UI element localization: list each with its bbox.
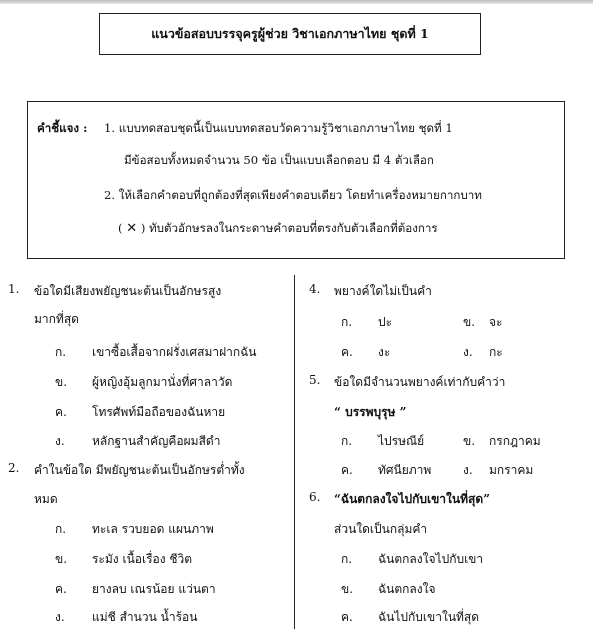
option-letter: ก. [55,522,67,536]
option-text: โทรศัพท์มือถือของฉันหาย [92,405,226,419]
option-text: ไปรษณีย์ [378,434,425,448]
option-text: เขาซื้อเสื้อจากฝรั่งเศสมาฝากฉัน [92,345,257,359]
option-letter: ข. [55,375,68,389]
option-text: ระมัง เนื้อเรื่อง ชีวิต [92,552,193,566]
question-stem: มากที่สุด [34,312,79,326]
option-letter: ก. [341,315,353,329]
option-text: กะ [489,345,503,359]
option-text: กรกฎาคม [489,434,541,448]
option-letter: ค. [55,405,67,419]
option-letter: ค. [341,610,353,624]
option-text: แม่ชี สำนวน น้ำร้อน [92,610,198,624]
option-letter: ค. [55,582,67,596]
option-text: ผู้หญิงอุ้มลูกมานั่งที่ศาลาวัด [92,375,233,389]
option-text: จะ [489,315,503,329]
option-letter: ค. [341,463,353,477]
question-number: 2. [8,461,20,475]
option-letter: ข. [463,434,476,448]
top-bar [0,0,593,4]
option-letter: ง. [55,610,65,624]
option-text: มกราคม [489,463,534,477]
option-text: ฉันตกลงใจไปกับเขา [378,552,484,566]
option-letter: ง. [463,345,473,359]
option-letter: ข. [55,552,68,566]
question-stem: “ บรรพบุรุษ ” [334,405,407,419]
title-text: แนวข้อสอบบรรจุครูผู้ช่วย วิชาเอกภาษาไทย ชุดที่ 1 [151,26,429,41]
option-text: หลักฐานสำคัญคือผมสีดำ [92,434,221,448]
option-letter: ก. [341,434,353,448]
option-text: ทะเล รวบยอด แผนภาพ [92,522,214,536]
question-stem: “ฉันตกลงใจไปกับเขาในที่สุด” [334,492,491,506]
option-letter: ข. [341,582,354,596]
question-stem: ข้อใดมีเสียงพยัญชนะต้นเป็นอักษรสูง [34,284,222,298]
option-letter: ข. [463,315,476,329]
option-text: ฉันตกลงใจ [378,582,436,596]
option-text: ยางลบ เณรน้อย แว่นตา [92,582,216,596]
option-text: งะ [378,345,391,359]
option-text: ปะ [378,315,393,329]
question-stem: คำในข้อใด มีพยัญชนะต้นเป็นอักษรต่ำทั้ง [34,463,245,477]
question-stem: ข้อใดมีจำนวนพยางค์เท่ากับคำว่า [334,375,506,389]
column-divider [294,275,295,629]
page-title [99,13,481,55]
cross-mark-icon: ✕ [126,221,138,236]
option-text: ทัศนียภาพ [378,463,432,477]
instruction-2-rest: ) ทับตัวอักษรลงในกระดาษคำตอบที่ตรงกับตัวเลือกที่ต้องการ [140,221,438,235]
instruction-2-line-1: 2. ให้เลือกคำตอบที่ถูกต้องที่สุดเพียงคำตอบเดียว โดยทำเครื่องหมายกากบาท [104,188,482,202]
question-number: 6. [309,490,321,504]
option-text: ฉันไปกับเขาในที่สุด [378,610,480,624]
option-letter: ก. [55,345,67,359]
question-number: 5. [309,373,321,387]
instructions-label: คำชี้แจง : [37,121,88,135]
question-number: 1. [8,282,20,296]
option-letter: ง. [463,463,473,477]
instruction-2-line-2 [118,220,438,238]
option-letter: ง. [55,434,65,448]
question-stem: พยางค์ใดไม่เป็นคำ [334,284,432,298]
option-letter: ก. [341,552,353,566]
open-paren: ( [118,221,123,235]
option-letter: ค. [341,345,353,359]
instruction-1-line-2: มีข้อสอบทั้งหมดจำนวน 50 ข้อ เป็นแบบเลือกตอบ มี 4 ตัวเลือก [124,153,434,167]
question-stem: ส่วนใดเป็นกลุ่มคำ [334,522,428,536]
question-stem: หมด [34,492,58,506]
instruction-1-line-1: 1. แบบทดสอบชุดนี้เป็นแบบทดสอบวัดความรู้วิชาเอกภาษาไทย ชุดที่ 1 [104,121,453,135]
question-number: 4. [309,282,321,296]
instructions-box [27,101,565,259]
